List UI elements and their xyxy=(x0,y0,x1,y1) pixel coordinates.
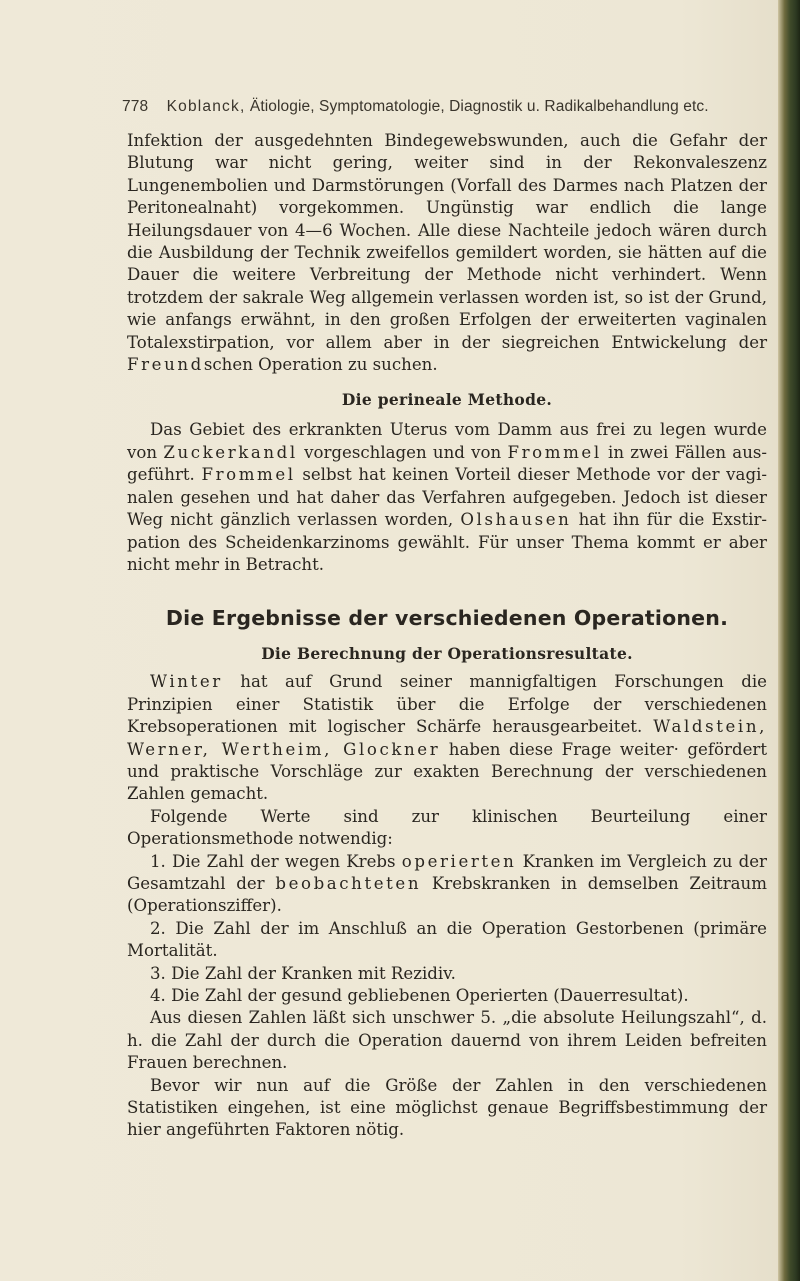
name-freund: Freund xyxy=(127,355,204,375)
running-head xyxy=(122,98,767,116)
paragraph-definitions: Bevor wir nun auf die Größe der Zahlen in den verschiedenen Statistiken eingehen, ist eine möglichst genaue Begriffsbestimmung der hier angeführten Faktoren nötig. xyxy=(127,1075,767,1140)
paragraph-values: Folgende Werte sind zur klinischen Beurteilung einer Operationsmethode notwendig: xyxy=(127,806,767,849)
heading-results: Die Ergebnisse der verschiedenen Operationen. xyxy=(165,606,729,631)
list-item-1: 1. Die Zahl der wegen Krebs operierten Kranken im Vergleich zu der Gesamtzahl der beobachteten Krebskranken in demselben Zeitraum (Operationsziffer). xyxy=(127,851,767,916)
page-content xyxy=(122,98,768,1142)
name-frommel: Frommel xyxy=(507,442,602,462)
paragraph-perineal: Das Gebiet des erkrankten Uterus vom Damm aus frei zu legen wurde von Zuckerkandl vorgeschlagen und von Frommel in zwei Fällen ausgeführt. Frommel selbst hat keinen Vorteil dieser Methode vor der vaginalen gesehen und hat daher das Verfahren aufgegeben. Jedoch ist dieser Weg nicht gänzlich verlassen worden, Olshausen hat ihn für die Exstirpation des Scheidenkarzinoms gewählt. Für unser Thema kommt er aber nicht mehr in Betracht. xyxy=(127,420,768,574)
running-head-title: Ätiologie, Symptomatologie, Diagnostik u. Radikalbehandlung etc. xyxy=(249,98,709,115)
paragraph-sacral-summary: Infektion der ausgedehnten Bindegewebswunden, auch die Gefahr der Blutung war nicht gering, weiter sind in der Rekonvaleszenz Lungenembolien und Darmstörungen (Vorfall des Darmes nach Platzen der Peritonealnaht) vorgekommen. Ungünstig war endlich die lange Heilungsdauer von 4—6 Wochen. Alle diese Nachteile jedoch wären durch die Ausbildung der Technik zweifellos gemildert worden, sie hätten auf die Dauer die weitere Verbreitung der Methode nicht verhindert. Wenn trotzdem der sakrale Weg allgemein verlassen worden ist, so ist der Grund, wie anfangs erwähnt, in den großen Erfolgen der erweiterten vaginalen Totalexstirpation, vor allem aber in der siegreichen Entwickelung der Freundschen Operation zu suchen. xyxy=(127,131,767,375)
list-item-3: 3. Die Zahl der Kranken mit Rezidiv. xyxy=(150,963,456,983)
page-number: 778 xyxy=(122,98,149,115)
list-item-2: 2. Die Zahl der im Anschluß an die Operation Gestorbenen (primäre Mortalität. xyxy=(127,918,767,961)
names-authors: Waldstein, Werner, Wertheim, Glockner xyxy=(127,717,767,759)
name-zuckerkandl: Zuckerkandl xyxy=(163,442,298,462)
name-winter: Winter xyxy=(150,672,223,692)
name-olshausen: Olshausen xyxy=(460,510,572,530)
page-edge-shadow xyxy=(778,0,800,1281)
paragraph-winter: Winter hat auf Grund seiner mannigfaltigen Forschungen die Prinzipien einer Statistik über die Erfolge der verschiedenen Krebsoperationen mit logischer Schärfe herausgearbeitet. Waldstein, Werner, Wertheim, Glockner haben diese Frage weiter· gefördert und praktische Vorschläge zur exakten Berechnung der verschiedenen Zahlen gemacht. xyxy=(127,672,767,804)
name-frommel-2: Frommel xyxy=(201,465,296,485)
paragraph-absolute-cure: Aus diesen Zahlen läßt sich unschwer 5. „die absolute Heilungszahl“, d. h. die Zahl der durch die Operation dauernd von ihrem Leiden befreiten Frauen berechnen. xyxy=(127,1008,767,1073)
running-head-author: Koblanck, xyxy=(166,98,246,115)
list-item-4: 4. Die Zahl der gesund gebliebenen Operierten (Dauerresultat). xyxy=(150,986,689,1005)
heading-perineal-method: Die perineale Methode. xyxy=(341,390,553,410)
heading-calculation: Die Berechnung der Operationsresultate. xyxy=(261,644,633,664)
